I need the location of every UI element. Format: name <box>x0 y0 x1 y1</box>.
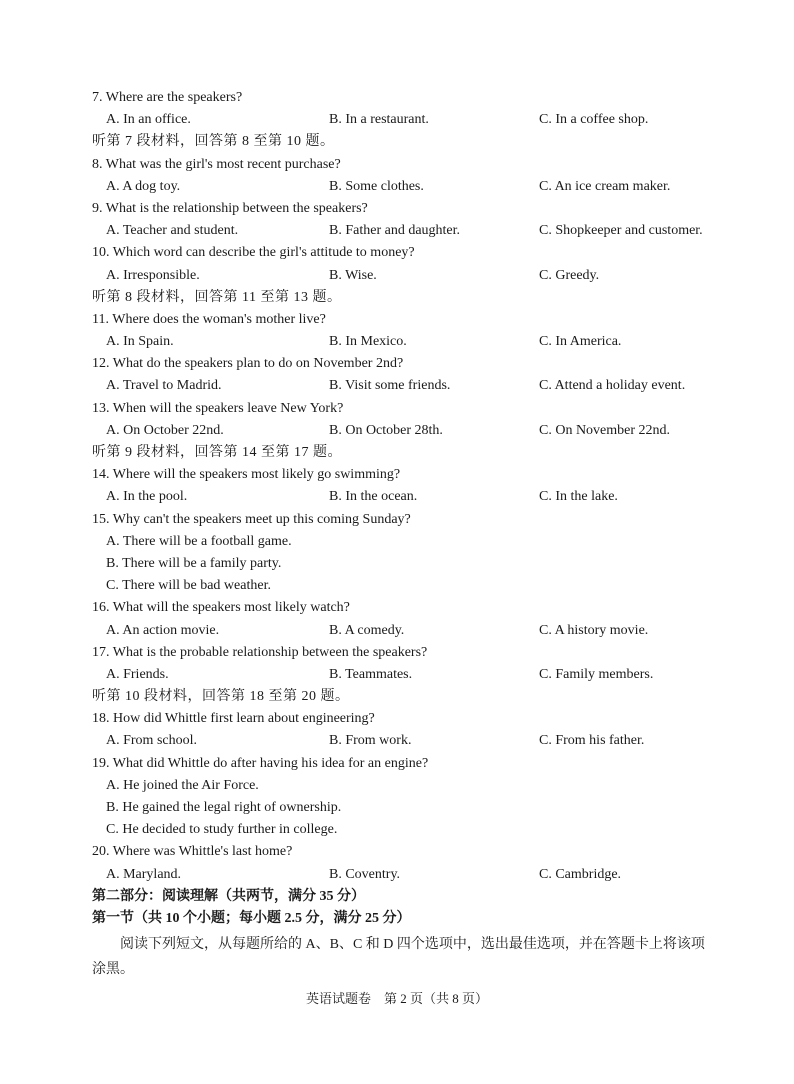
option-c: C. He decided to study further in college. <box>106 822 338 838</box>
option-a: A. Travel to Madrid. <box>106 378 222 394</box>
option-c: C. Cambridge. <box>539 866 622 882</box>
option-a: A. Maryland. <box>106 866 182 882</box>
options-14 <box>92 486 732 508</box>
option-a: A. An action movie. <box>106 622 220 638</box>
option-b: B. Coventry. <box>329 866 401 882</box>
option-b: B. In the ocean. <box>329 489 418 505</box>
question-13: 13. When will the speakers leave New York? <box>92 400 344 416</box>
page-footer: 英语试题卷 第 2 页（共 8 页） <box>305 991 488 1006</box>
options-10 <box>92 265 732 287</box>
option-c: C. Family members. <box>539 666 654 682</box>
option-a: A. In the pool. <box>106 489 188 505</box>
options-18 <box>92 730 732 752</box>
question-list <box>92 87 732 982</box>
option-c: C. On November 22nd. <box>539 422 671 438</box>
question-7: 7. Where are the speakers? <box>92 90 243 105</box>
question-11: 11. Where does the woman's mother live? <box>92 311 326 327</box>
option-b: B. Father and daughter. <box>329 223 461 239</box>
option-a: A. There will be a football game. <box>106 533 292 549</box>
option-a: A. He joined the Air Force. <box>106 777 259 793</box>
options-20 <box>92 864 732 886</box>
option-b: B. Visit some friends. <box>329 378 451 394</box>
options-17 <box>92 664 732 686</box>
section-instruction-8: 听第 8 段材料，回答第 11 至第 13 题。 <box>92 289 342 305</box>
option-b: B. Wise. <box>329 267 377 283</box>
option-c: C. From his father. <box>539 733 645 749</box>
question-8: 8. What was the girl's most recent purchase? <box>92 156 341 172</box>
option-b: B. He gained the legal right of ownership. <box>106 800 342 815</box>
question-12: 12. What do the speakers plan to do on November 2nd? <box>92 356 404 372</box>
option-c: C. In America. <box>539 334 622 350</box>
option-b: B. Teammates. <box>329 666 413 682</box>
option-c: C. In a coffee shop. <box>539 112 649 128</box>
part-two-heading: 第二部分：阅读理解（共两节，满分 35 分） <box>92 888 365 904</box>
option-c: C. A history movie. <box>539 622 649 638</box>
question-10: 10. Which word can describe the girl's attitude to money? <box>92 245 415 261</box>
option-b: B. There will be a family party. <box>106 555 282 571</box>
options-16 <box>92 620 732 642</box>
option-c: C. Shopkeeper and customer. <box>539 223 703 239</box>
option-c: C. Greedy. <box>539 267 600 283</box>
question-15: 15. Why can't the speakers meet up this coming Sunday? <box>92 511 411 527</box>
option-a: A. In Spain. <box>106 334 174 350</box>
options-8 <box>92 176 732 198</box>
option-b: B. Some clothes. <box>329 178 424 194</box>
option-c: C. An ice cream maker. <box>539 178 671 194</box>
question-14: 14. Where will the speakers most likely go swimming? <box>92 467 401 483</box>
section-instruction-9: 听第 9 段材料，回答第 14 至第 17 题。 <box>92 445 342 460</box>
option-c: C. Attend a holiday event. <box>539 378 686 394</box>
question-17: 17. What is the probable relationship between the speakers? <box>92 644 428 660</box>
options-13 <box>92 420 732 442</box>
section-instruction-10: 听第 10 段材料，回答第 18 至第 20 题。 <box>92 689 350 705</box>
section-one-heading: 第一节（共 10 个小题；每小题 2.5 分，满分 25 分） <box>92 910 411 926</box>
option-a: A. Friends. <box>106 666 169 682</box>
options-9 <box>92 220 732 242</box>
options-11 <box>92 331 732 353</box>
question-18: 18. How did Whittle first learn about engineering? <box>92 711 375 727</box>
question-16: 16. What will the speakers most likely watch? <box>92 600 350 616</box>
question-20: 20. Where was Whittle's last home? <box>92 844 293 860</box>
option-b: B. In Mexico. <box>329 334 407 350</box>
option-a: A. A dog toy. <box>106 178 181 194</box>
option-a: A. Irresponsible. <box>106 267 200 283</box>
option-b: B. In a restaurant. <box>329 112 429 128</box>
section-instruction-7: 听第 7 段材料，回答第 8 至第 10 题。 <box>92 134 335 150</box>
option-b: B. On October 28th. <box>329 422 443 438</box>
option-c: C. In the lake. <box>539 489 618 505</box>
question-9: 9. What is the relationship between the speakers? <box>92 200 368 216</box>
question-19: 19. What did Whittle do after having his idea for an engine? <box>92 755 429 771</box>
reading-instruction: 阅读下列短文，从每题所给的 A、B、C 和 D 四个选项中，选出最佳选项，并在答题卡上将该项涂黑。 <box>92 937 705 978</box>
option-b: B. From work. <box>329 733 412 749</box>
option-a: A. Teacher and student. <box>106 223 239 239</box>
option-a: A. On October 22nd. <box>106 422 224 438</box>
options-7 <box>92 109 732 131</box>
option-a: A. From school. <box>106 733 197 749</box>
option-c: C. There will be bad weather. <box>106 578 271 594</box>
option-b: B. A comedy. <box>329 622 405 638</box>
option-a: A. In an office. <box>106 112 191 128</box>
options-12 <box>92 375 732 397</box>
